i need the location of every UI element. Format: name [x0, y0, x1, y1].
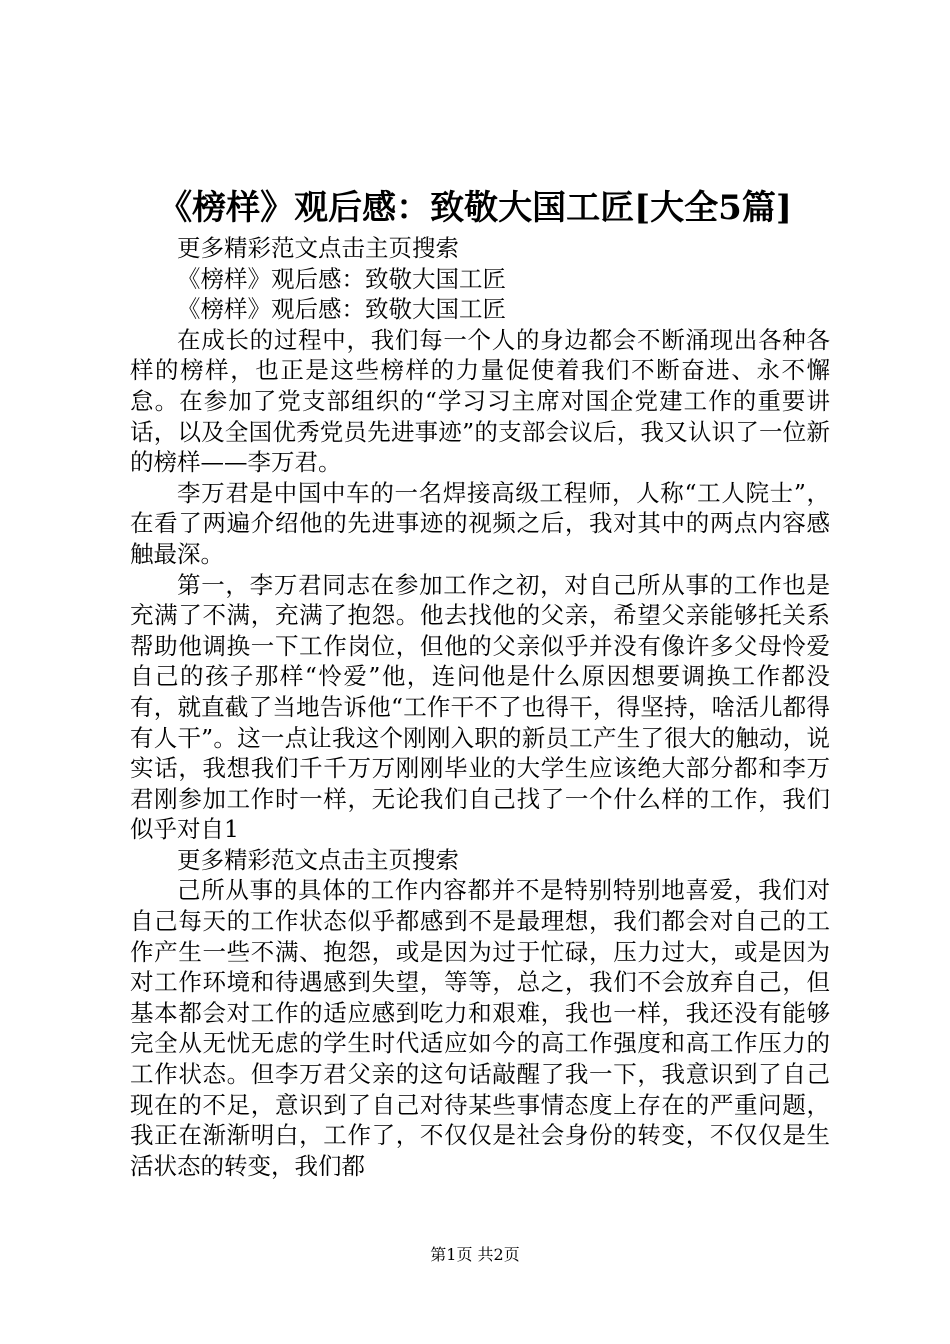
paragraph-more-link: 更多精彩范文点击主页搜索 [177, 234, 459, 262]
document-body [130, 233, 830, 1181]
paragraph-subtitle: 《榜样》观后感：致敬大国工匠 [177, 295, 506, 324]
document-title: 《榜样》观后感：致敬大国工匠[大全5篇] [158, 188, 792, 228]
paragraph: 第一，李万君同志在参加工作之初，对自己所从事的工作也是充满了不满，充满了抱怨。他去找他的父亲，希望父亲能够托关系帮助他调换一下工作岗位，但他的父亲似乎并没有像许多父母怜爱自己的孩子那样“怜爱”他，连问他是什么原因想要调换工作都没有，就直截了当地告诉他“工作干不了也得干，得坚持，啥活儿都得有人干”。这一点让我这个刚刚入职的新员工产生了很大的触动，说实话，我想我们千千万万刚刚毕业的大学生应该绝大部分都和李万君刚参加工作时一样，无论我们自己找了一个什么样的工作，我们似乎对自1 [130, 570, 830, 844]
paragraph: 己所从事的具体的工作内容都并不是特别特别地喜爱，我们对自己每天的工作状态似乎都感到不是最理想，我们都会对自己的工作产生一些不满、抱怨，或是因为过于忙碌，压力过大，或是因为对工作环境和待遇感到失望，等等，总之，我们不会放弃自己，但基本都会对工作的适应感到吃力和艰难，我也一样，我还没有能够完全从无忧无虑的学生时代适应如今的高工作强度和高工作压力的工作状态。但李万君父亲的这句话敲醒了我一下，我意识到了自己现在的不足，意识到了自己对待某些事情态度上存在的严重问题，我正在渐渐明白，工作了，不仅仅是社会身份的转变，不仅仅是生活状态的转变，我们都 [130, 876, 830, 1180]
paragraph-subtitle: 《榜样》观后感：致敬大国工匠 [177, 264, 506, 293]
paragraph-more-link: 更多精彩范文点击主页搜索 [177, 845, 459, 874]
page-footer: 第1页 共2页 [430, 1245, 520, 1264]
paragraph: 在成长的过程中，我们每一个人的身边都会不断涌现出各种各样的榜样，也正是这些榜样的力量促使着我们不断奋进、永不懈怠。在参加了党支部组织的“学习习主席对国企党建工作的重要讲话，以及全国优秀党员先进事迹”的支部会议后，我又认识了一位新的榜样——李万君。 [130, 325, 830, 477]
paragraph: 李万君是中国中车的一名焊接高级工程师，人称“工人院士”，在看了两遍介绍他的先进事迹的视频之后，我对其中的两点内容感触最深。 [130, 478, 830, 568]
